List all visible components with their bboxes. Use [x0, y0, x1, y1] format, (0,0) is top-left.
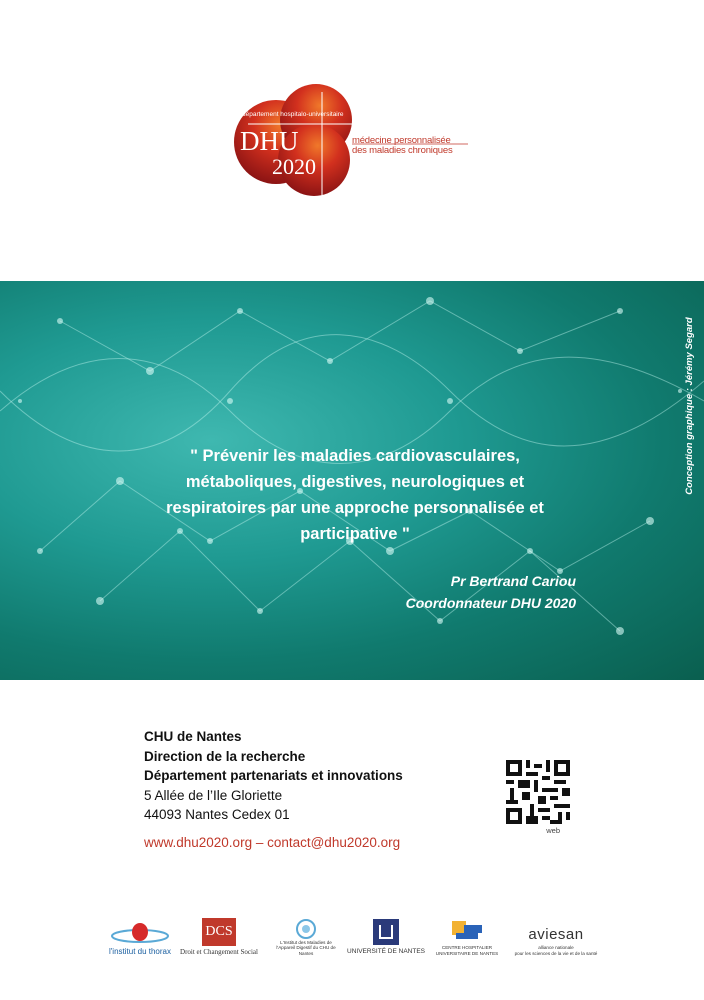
logo-name: DHU	[240, 126, 299, 156]
address-org: CHU de Nantes	[144, 729, 242, 744]
contact-address	[144, 727, 403, 852]
thorax-logo-icon	[110, 920, 170, 948]
address-department: Département partenariats et innovations	[144, 768, 403, 783]
quote-line-4: participative "	[300, 525, 410, 543]
partner-institut-thorax	[104, 910, 176, 956]
quote-line-1: " Prévenir les maladies cardiovasculaires,	[190, 447, 520, 465]
qr-code-icon	[506, 760, 570, 824]
aviesan-logo: aviesan	[528, 926, 584, 943]
partner-chu-nantes	[432, 910, 502, 956]
aviesan-caption-2: pour les sciences de la vie et de la santé	[514, 950, 598, 956]
dna-banner	[0, 281, 704, 680]
partner-imad	[268, 910, 344, 956]
partner-dcs	[180, 910, 258, 956]
quote-author	[406, 570, 576, 614]
design-credit: Conception graphique : Jérémy Segard	[684, 317, 695, 495]
logo-small-text: département hospitalo-universitaire	[242, 111, 344, 118]
dcs-logo-icon: DCS	[202, 918, 236, 946]
partner-aviesan	[510, 910, 602, 956]
address-street: 5 Allée de l’Ile Gloriette	[144, 787, 283, 803]
partner-universite-nantes	[348, 910, 424, 956]
chu-caption-2: UNIVERSITAIRE DE NANTES	[435, 950, 499, 956]
aviesan-caption-1: alliance nationale	[538, 945, 574, 950]
logo-year: 2020	[272, 154, 316, 179]
quote-line-2: métaboliques, digestives, neurologiques et	[185, 473, 525, 491]
imad-caption: L'Institut des Maladies de l'Appareil Digestif du CHU de Nantes	[276, 939, 336, 956]
aviesan-caption	[515, 945, 598, 956]
dcs-caption: Droit et Changement Social	[180, 948, 258, 956]
qr-label: web	[546, 826, 560, 835]
logo-tagline-2: des maladies chroniques	[352, 145, 453, 156]
univ-logo-icon	[373, 919, 399, 945]
imad-logo-icon	[286, 918, 326, 940]
author-role: Coordonnateur DHU 2020	[405, 595, 576, 611]
chu-caption-1: CENTRE HOSPITALIER	[441, 945, 493, 950]
thorax-caption: l'institut du thorax	[108, 947, 171, 956]
author-name: Pr Bertrand Cariou	[450, 573, 576, 589]
dhu-logo	[228, 82, 468, 202]
chu-logo-icon	[450, 919, 484, 945]
address-direction: Direction de la recherche	[144, 748, 306, 764]
logo-tagline	[352, 136, 453, 156]
quote-line-3: respiratoires par une approche personnalisée et	[166, 499, 544, 517]
univ-caption: UNIVERSITÉ DE NANTES	[347, 948, 426, 955]
address-city: 44093 Nantes Cedex 01	[144, 807, 290, 822]
banner-quote	[150, 443, 560, 547]
logo-tagline-1: médecine personnalisée	[352, 135, 451, 146]
qr-code[interactable]	[506, 760, 570, 824]
contact-web-link[interactable]: www.dhu2020.org – contact@dhu2020.org	[144, 834, 401, 850]
chu-caption	[436, 945, 498, 956]
